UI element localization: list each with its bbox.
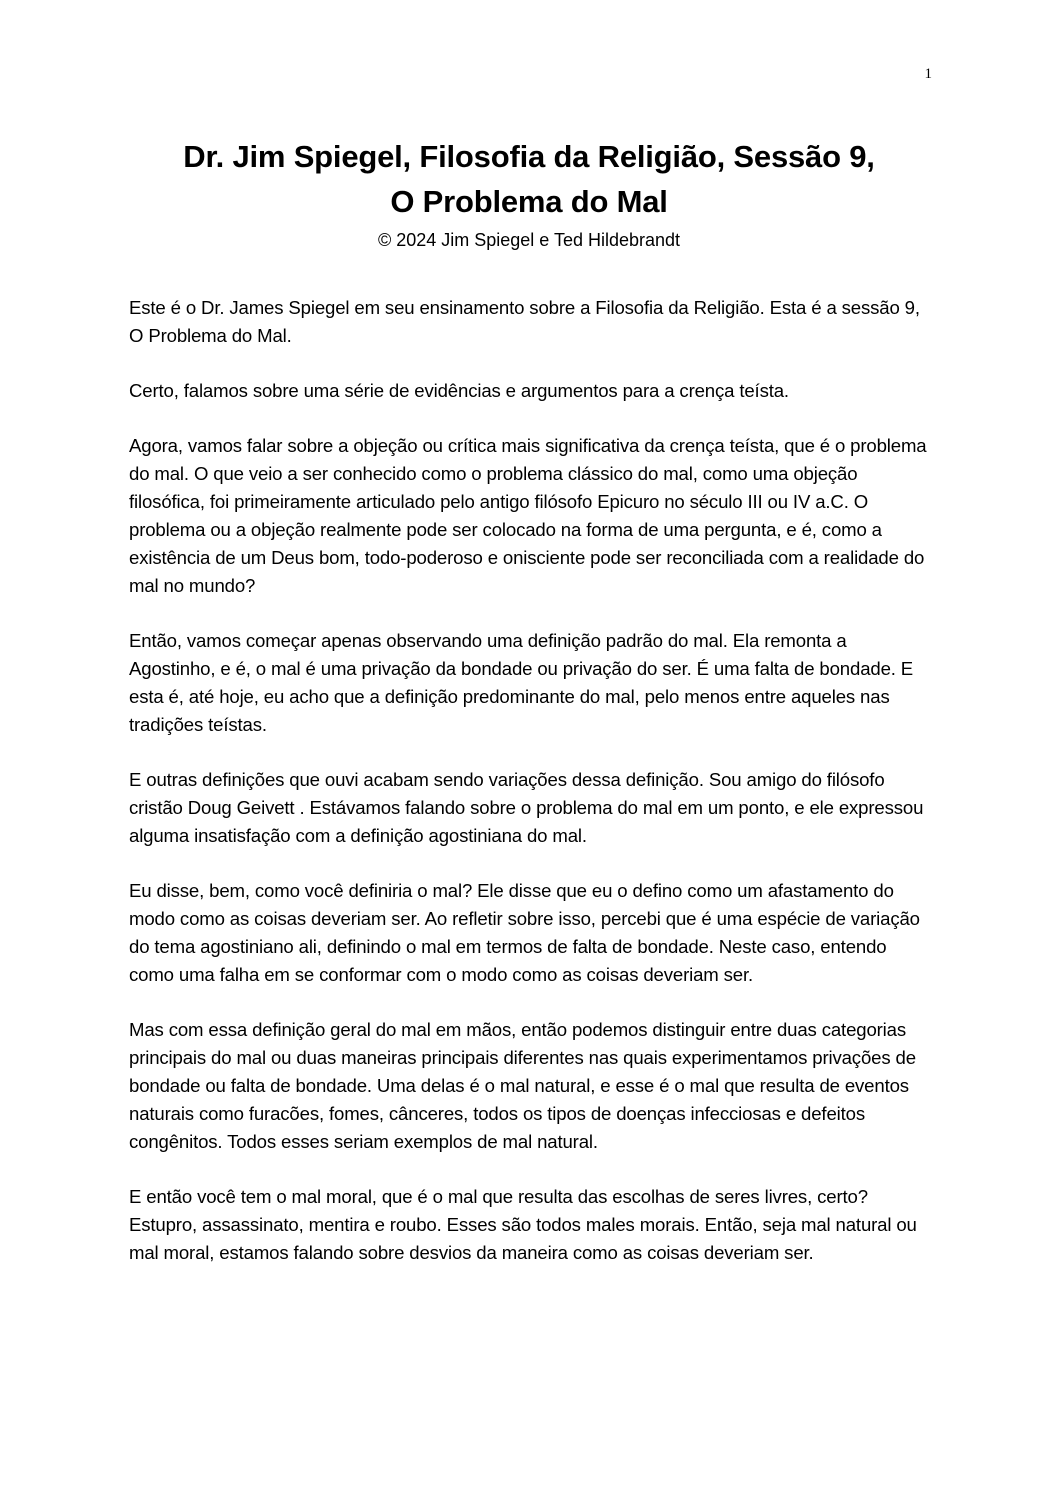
document-header bbox=[80, 134, 978, 254]
page-number: 1 bbox=[924, 66, 932, 82]
document-title-line-2: O Problema do Mal bbox=[390, 184, 668, 219]
paragraph: Eu disse, bem, como você definiria o mal? Ele disse que eu o defino como um afastamento do modo como as coisas deveriam ser. Ao refletir sobre isso, percebi que é uma espécie de variação do tema agostiniano ali, definindo o mal em termos de falta de bondade. Neste caso, entendo como uma falha em se conformar com o modo como as coisas deveriam ser. bbox=[129, 880, 920, 985]
paragraph: E outras definições que ouvi acabam sendo variações dessa definição. Sou amigo do filósofo cristão Doug Geivett . Estávamos falando sobre o problema do mal em um ponto, e ele expressou alguma insatisfação com a definição agostiniana do mal. bbox=[129, 769, 924, 846]
document-body bbox=[129, 294, 927, 1294]
paragraph: E então você tem o mal moral, que é o mal que resulta das escolhas de seres livres, certo? Estupro, assassinato, mentira e roubo. Esses são todos males morais. Então, seja mal natural ou mal moral, estamos falando sobre desvios da maneira como as coisas deveriam ser. bbox=[129, 1186, 917, 1263]
paragraph: Este é o Dr. James Spiegel em seu ensinamento sobre a Filosofia da Religião. Esta é a sessão 9, O Problema do Mal. bbox=[129, 297, 920, 346]
paragraph: Agora, vamos falar sobre a objeção ou crítica mais significativa da crença teísta, que é o problema do mal. O que veio a ser conhecido como o problema clássico do mal, como uma objeção filosófica, foi primeiramente articulado pelo antigo filósofo Epicuro no século III ou IV a.C. O problema ou a objeção realmente pode ser colocado na forma de uma pergunta, e é, como a existência de um Deus bom, todo-poderoso e onisciente pode ser reconciliada com a realidade do mal no mundo? bbox=[129, 435, 927, 596]
paragraph: Mas com essa definição geral do mal em mãos, então podemos distinguir entre duas categorias principais do mal ou duas maneiras principais diferentes nas quais experimentamos privações de bondade ou falta de bondade. Uma delas é o mal natural, e esse é o mal que resulta de eventos naturais como furacões, fomes, cânceres, todos os tipos de doenças infecciosas e defeitos congênitos. Todos esses seriam exemplos de mal natural. bbox=[129, 1019, 916, 1152]
paragraph: Certo, falamos sobre uma série de evidências e argumentos para a crença teísta. bbox=[129, 380, 789, 401]
copyright-notice: © 2024 Jim Spiegel e Ted Hildebrandt bbox=[377, 230, 681, 250]
paragraph: Então, vamos começar apenas observando uma definição padrão do mal. Ela remonta a Agostinho, e é, o mal é uma privação da bondade ou privação do ser. É uma falta de bondade. E esta é, até hoje, eu acho que a definição predominante do mal, pelo menos entre aqueles nas tradições teístas. bbox=[129, 630, 914, 735]
document-title-line-1: Dr. Jim Spiegel, Filosofia da Religião, Sessão 9, bbox=[183, 139, 875, 174]
